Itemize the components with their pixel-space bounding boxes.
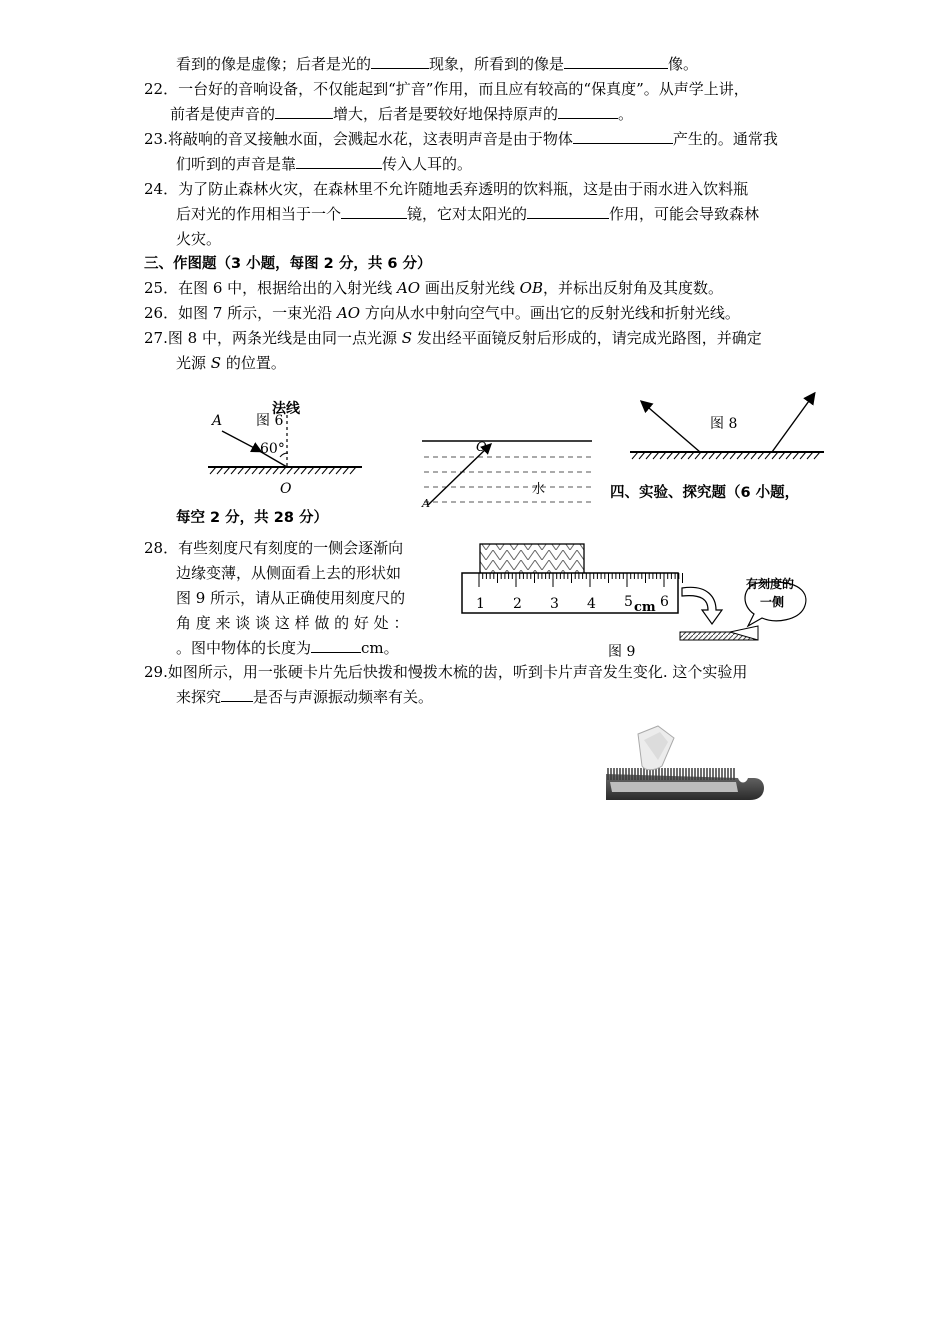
mirror-hatch-mark [800, 452, 806, 459]
fig9-caption: 图 9 [608, 644, 636, 660]
mirror-hatch-mark [758, 452, 764, 459]
mirror-hatch-mark [301, 467, 307, 474]
mirror-hatch-mark [336, 467, 342, 474]
fig8-ray-left [642, 402, 700, 452]
fig7-label-a: A [422, 497, 430, 510]
mirror-hatch-mark [245, 467, 251, 474]
q29-number: 29. [144, 663, 168, 681]
q23-number: 23. [144, 130, 168, 148]
fig9-bubble-line-2: 一侧 [760, 595, 785, 609]
q27-text-2b: 的位置。 [221, 354, 286, 372]
q22-blank-2[interactable] [558, 102, 618, 119]
mirror-hatch-mark [280, 467, 286, 474]
mirror-hatch-mark [737, 452, 743, 459]
q22-line-1 [144, 77, 749, 101]
q25-text-a: 在图 6 中，根据给出的入射光线 [178, 279, 397, 297]
mirror-hatch-mark [224, 467, 230, 474]
mirror-hatch-mark [716, 452, 722, 459]
mirror-hatch-mark [639, 452, 645, 459]
fig9-object-block [480, 544, 584, 574]
mirror-hatch-mark [730, 452, 736, 459]
mirror-hatch-mark [308, 467, 314, 474]
q22-number: 22． [144, 80, 179, 98]
mirror-hatch-mark [765, 452, 771, 459]
mirror-hatch-mark [702, 452, 708, 459]
q28-number: 28． [144, 539, 179, 557]
q22-text-2c: 。 [618, 105, 634, 123]
q21-text-1: 看到的像是虚像；后者是光的 [176, 55, 372, 73]
q21-line [176, 52, 698, 76]
q27-source-s-2: S [210, 354, 222, 372]
fig9-tick-label-1: 1 [476, 596, 485, 612]
q22-line-2 [170, 102, 633, 126]
q24-blank-2[interactable] [527, 202, 609, 219]
mirror-hatch-mark [772, 452, 778, 459]
fig6-mirror [208, 467, 362, 474]
mirror-hatch-mark [238, 467, 244, 474]
fig8-mirror [630, 452, 824, 459]
mirror-hatch-mark [688, 452, 694, 459]
q26-line [144, 301, 740, 325]
mirror-hatch-mark [653, 452, 659, 459]
q25-text-b: 画出反射光线 [420, 279, 520, 297]
comb-card-figure [600, 722, 780, 804]
figure-6 [200, 395, 370, 500]
mirror-hatch-mark [695, 452, 701, 459]
q28-line-5 [176, 636, 399, 660]
q25-line [144, 276, 723, 300]
fig9-tick-label-4: 4 [587, 596, 596, 612]
mirror-hatch-mark [329, 467, 335, 474]
fig9-tick-label-3: 3 [550, 596, 559, 612]
q24-line-1 [144, 177, 748, 201]
q21-text-2: 现象，所看到的像是 [429, 55, 565, 73]
mirror-hatch-mark [681, 452, 687, 459]
mirror-hatch-mark [660, 452, 666, 459]
q27-text-b: 发出经平面镜反射后形成的，请完成光路图，并确定 [412, 329, 762, 347]
q28-blank-length[interactable] [311, 636, 361, 653]
q23-blank-2[interactable] [296, 152, 382, 169]
q26-number: 26． [144, 304, 179, 322]
mirror-hatch-mark [217, 467, 223, 474]
q22-blank-1[interactable] [275, 102, 333, 119]
fig9-unit-label: cm [634, 600, 656, 615]
mirror-hatch-mark [266, 467, 272, 474]
q23-text-2b: 传入人耳的。 [382, 155, 473, 173]
fig7-water-lines [424, 457, 592, 502]
q29-line-1 [144, 660, 747, 684]
q23-line-2 [176, 152, 472, 176]
fig8-ray-right [772, 394, 814, 452]
q26-ray-ao: AO [336, 304, 361, 322]
section-4-heading-part-2: 每空 2 分，共 28 分） [176, 510, 328, 526]
q28-text-5b: cm。 [361, 639, 399, 657]
mirror-hatch-mark [723, 452, 729, 459]
q23-blank-1[interactable] [573, 127, 673, 144]
q28-line-1 [144, 536, 403, 560]
q26-text-a: 如图 7 所示，一束光沿 [178, 304, 337, 322]
q22-text-2b: 增大，后者是要较好地保持原声的 [333, 105, 559, 123]
q24-text-2c: 作用，可能会导致森林 [609, 205, 760, 223]
q21-blank-1[interactable] [371, 52, 429, 69]
mirror-hatch-mark [674, 452, 680, 459]
fig9-tick-label-6: 6 [660, 594, 669, 610]
mirror-hatch-mark [322, 467, 328, 474]
mirror-hatch-mark [814, 452, 820, 459]
mirror-hatch-mark [751, 452, 757, 459]
mirror-hatch-mark [350, 467, 356, 474]
q24-line-2 [176, 202, 759, 226]
fig9-arrow [682, 587, 722, 624]
mirror-hatch-mark [807, 452, 813, 459]
fig6-label-o: O [280, 481, 292, 497]
q25-text-c: ，并标出反射角及其度数。 [542, 279, 723, 297]
q25-ray-ob: OB [519, 279, 543, 297]
mirror-hatch-mark [231, 467, 237, 474]
q27-line-1 [144, 326, 762, 350]
q24-text-3: 火灾。 [176, 230, 222, 248]
q29-line-2 [176, 685, 433, 709]
section-4-heading-part-1: 四、实验、探究题（6 小题， [610, 485, 800, 501]
fig9-tick-label-5: 5 [624, 594, 633, 610]
q28-line-2: 边缘变薄，从侧面看上去的形状如 [176, 564, 402, 582]
mirror-hatch-mark [779, 452, 785, 459]
mirror-hatch-mark [709, 452, 715, 459]
q29-blank[interactable] [221, 685, 253, 702]
mirror-hatch-mark [667, 452, 673, 459]
fig8-caption: 图 8 [710, 416, 738, 432]
mirror-hatch-mark [287, 467, 293, 474]
q28-line-4: 角 度 来 谈 谈 这 样 做 的 好 处 ： [176, 614, 409, 632]
fig7-water-label: 水 [532, 482, 546, 497]
q25-number: 25． [144, 279, 179, 297]
fig6-caption: 图 6 [256, 413, 284, 429]
q25-ray-ao: AO [396, 279, 421, 297]
q27-number: 27. [144, 329, 168, 347]
q23-text-1b: 产生的。通常我 [672, 130, 778, 148]
q22-text-2a: 前者是使声音的 [170, 105, 276, 123]
q24-blank-1[interactable] [341, 202, 407, 219]
fig7-label-o: O [476, 440, 487, 455]
mirror-hatch-mark [315, 467, 321, 474]
q22-text-1: 一台好的音响设备，不仅能起到“扩音”作用，而且应有较高的“保真度”。从声学上讲， [178, 80, 749, 98]
q29-text-2a: 来探究 [176, 688, 222, 706]
mirror-hatch-mark [210, 467, 216, 474]
fig6-angle-label: 60° [260, 441, 285, 457]
q28-line-3: 图 9 所示，请从正确使用刻度尺的 [176, 589, 406, 607]
section-3-heading: 三、作图题（3 小题，每图 2 分，共 6 分） [144, 256, 432, 272]
fig6-label-a: A [212, 413, 223, 429]
q23-line-1 [144, 127, 778, 151]
mirror-hatch-mark [786, 452, 792, 459]
q27-line-2 [176, 351, 286, 375]
q23-text-1a: 将敲响的音叉接触水面，会溅起水花，这表明声音是由于物体 [167, 130, 573, 148]
figure-9 [458, 540, 818, 665]
mirror-hatch-mark [793, 452, 799, 459]
mirror-hatch-mark [252, 467, 258, 474]
figure-8 [626, 388, 828, 468]
q28-text-5a: 。图中物体的长度为 [176, 639, 312, 657]
q21-blank-2[interactable] [564, 52, 668, 69]
mirror-hatch-mark [259, 467, 265, 474]
q28-text-1: 有些刻度尺有刻度的一侧会逐渐向 [178, 539, 404, 557]
mirror-hatch-mark [343, 467, 349, 474]
q27-text-2a: 光源 [176, 354, 211, 372]
comb-highlight [610, 782, 738, 792]
q29-text-1: 如图所示，用一张硬卡片先后快拨和慢拨木梳的齿，听到卡片声音发生变化. 这个实验用 [167, 663, 748, 681]
mirror-hatch-mark [744, 452, 750, 459]
q26-text-b: 方向从水中射向空气中。画出它的反射光线和折射光线。 [360, 304, 740, 322]
mirror-hatch-mark [294, 467, 300, 474]
q24-number: 24． [144, 180, 179, 198]
mirror-hatch-mark [273, 467, 279, 474]
q23-text-2a: 们听到的声音是靠 [176, 155, 297, 173]
q24-text-2b: 镜，它对太阳光的 [407, 205, 528, 223]
mirror-hatch-mark [632, 452, 638, 459]
fig9-tick-label-2: 2 [513, 596, 522, 612]
q24-text-2a: 后对光的作用相当于一个 [176, 205, 342, 223]
q24-text-1: 为了防止森林火灾，在森林里不允许随地丢弃透明的饮料瓶，这是由于雨水进入饮料瓶 [178, 180, 749, 198]
fig6-normal-label: 法线 [272, 401, 300, 417]
mirror-hatch-mark [646, 452, 652, 459]
q27-text-a: 图 8 中，两条光线是由同一点光源 [167, 329, 402, 347]
q21-text-3: 像。 [668, 55, 699, 73]
q27-source-s: S [401, 329, 412, 347]
q29-text-2b: 是否与声源振动频率有关。 [253, 688, 434, 706]
figure-7 [412, 405, 594, 515]
fig9-bubble-line-1: 有刻度的 [746, 577, 795, 591]
q24-line-3 [176, 227, 221, 251]
